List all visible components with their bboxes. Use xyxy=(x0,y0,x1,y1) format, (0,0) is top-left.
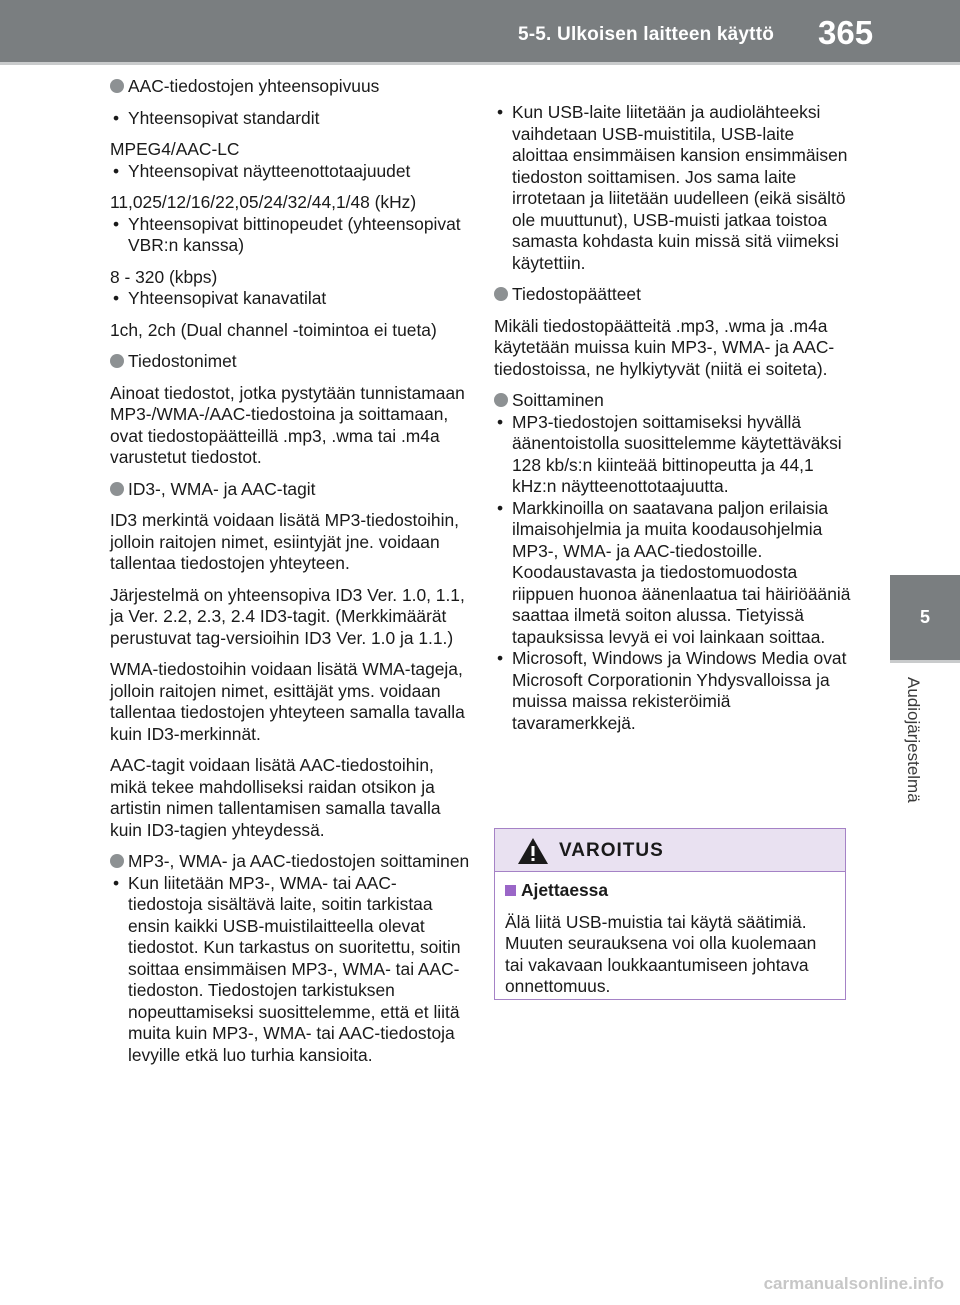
heading-file-names: Tiedostonimet xyxy=(110,351,470,373)
warning-box xyxy=(494,828,846,1000)
square-bullet-icon xyxy=(505,885,516,896)
heading-playback: Soittaminen xyxy=(494,390,854,412)
paragraph: Mikäli tiedostopäätteitä .mp3, .wma ja .m4a käytetään muissa kuin MP3-, WMA- ja AAC-tiedostoissa, ne hylkiytyvät (niitä ei soiteta). xyxy=(494,315,835,379)
warning-body xyxy=(495,872,845,998)
header-underline xyxy=(0,62,960,65)
list-item: • Yhteensopivat näytteenottotaajuudet xyxy=(110,161,470,183)
list-item: • Kun liitetään MP3-, WMA- tai AAC-tiedostoja sisältävä laite, soitin tarkistaa ensin kaikki USB-muistilaitteella olevat tiedostot. Kun tarkastus on suoritettu, soitin soittaa ensimmäisen MP3-, WMA- tai AAC-tiedoston. Tiedostojen tarkistuksen nopeuttamiseksi suosittelemme, että et liitä muita kuin MP3-, WMA- tai AAC-tiedostoja levyille etkä luo turhia kansioita. xyxy=(110,873,470,1067)
paragraph: AAC-tagit voidaan lisätä AAC-tiedostoihin, mikä tekee mahdolliseksi raidan otsikon ja artistin nimen tallentamisen samalla tavalla kuin ID3-tagien yhteydessä. xyxy=(110,755,441,840)
value-text: 11,025/12/16/22,05/24/32/44,1/48 (kHz) xyxy=(110,192,417,212)
bullet-dot-icon xyxy=(110,79,124,93)
warning-subheading: Ajettaessa xyxy=(505,880,835,902)
bullet-dot-icon xyxy=(110,354,124,368)
heading-tags: ID3-, WMA- ja AAC-tagit xyxy=(110,479,470,501)
chapter-label-text: Audiojärjestelmä xyxy=(904,677,923,803)
list-item: • Yhteensopivat bittinopeudet (yhteensopivat VBR:n kanssa) xyxy=(110,214,470,257)
paragraph: Ainoat tiedostot, jotka pystytään tunnistamaan MP3-/WMA-/AAC-tiedostoina ja soittamaan, ovat tiedostopäätteillä .mp3, .wma tai .m4a varustetut tiedostot. xyxy=(110,382,465,467)
warning-header xyxy=(495,829,845,872)
left-column xyxy=(110,76,470,1066)
list-item: • Yhteensopivat kanavatilat xyxy=(110,288,470,310)
watermark: carmanualsonline.info xyxy=(763,1274,944,1293)
bullet-dot-icon xyxy=(494,287,508,301)
warning-title: VAROITUS xyxy=(559,840,664,861)
list-item: • Microsoft, Windows ja Windows Media ovat Microsoft Corporationin Yhdysvalloissa ja muissa maissa rekisteröimiä tavaramerkkejä. xyxy=(494,648,854,734)
bullet-dot-icon xyxy=(110,854,124,868)
paragraph: Järjestelmä on yhteensopiva ID3 Ver. 1.0, 1.1, ja Ver. 2.2, 2.3, 2.4 ID3-tagit. (Merkkimäärät perustuvat tag-versioihin ID3 Ver. 1.0 ja 1.1.) xyxy=(110,584,465,648)
page-number: 365 xyxy=(818,14,874,51)
warning-triangle-icon xyxy=(517,837,549,865)
list-item: • MP3-tiedostojen soittamiseksi hyvällä äänentoistolla suosittelemme käytettäväksi 128 kb/s:n kiinteää bittinopeutta ja 44,1 kHz:n näytteenottotaajuutta. xyxy=(494,412,854,498)
chapter-number: 5 xyxy=(919,607,930,627)
value-text: 8 - 320 (kbps) xyxy=(110,266,218,287)
bullet-dot-icon xyxy=(494,393,508,407)
header-bar xyxy=(0,0,960,62)
section-title: 5-5. Ulkoisen laitteen käyttö xyxy=(518,24,775,45)
heading-playing: MP3-, WMA- ja AAC-tiedostojen soittaminen xyxy=(110,851,470,873)
list-item: • Markkinoilla on saatavana paljon erilaisia ilmaisohjelmia ja muita koodausohjelmia MP3-, WMA- ja AAC-tiedostoille. Koodaustavasta ja tiedostomuodosta riippuen huonoa äänenlaatua tai häiriöääniä saattaa ilmetä soiton alussa. Tietyissä tapauksissa levyä ei voi lainkaan soittaa. xyxy=(494,498,854,649)
right-column xyxy=(494,102,854,734)
heading-extensions: Tiedostopäätteet xyxy=(494,284,854,306)
chapter-tab-divider xyxy=(890,660,960,663)
warning-text: Älä liitä USB-muistia tai käytä säätimiä. Muuten seurauksena voi olla kuolemaan tai vakavaan loukkaantumiseen johtava onnettomuus. xyxy=(505,911,817,996)
list-item: • Yhteensopivat standardit xyxy=(110,108,470,130)
paragraph: WMA-tiedostoihin voidaan lisätä WMA-tageja, jolloin raitojen nimet, esittäjät yms. voidaan tallentaa tiedostojen yhteyteen samalla tavalla kuin ID3-merkinnät. xyxy=(110,659,465,744)
paragraph: ID3 merkintä voidaan lisätä MP3-tiedostoihin, jolloin raitojen nimet, esiintyjät jne. voidaan tallentaa tiedostojen yhteyteen. xyxy=(110,510,459,573)
bullet-dot-icon xyxy=(110,482,124,496)
value-text: 1ch, 2ch (Dual channel -toimintoa ei tueta) xyxy=(110,319,437,340)
value-text: MPEG4/AAC-LC xyxy=(110,139,240,159)
chapter-tab xyxy=(890,575,960,660)
chapter-label xyxy=(893,677,933,837)
list-item: • Kun USB-laite liitetään ja audiolähteeksi vaihdetaan USB-muistitila, USB-laite aloittaa ensimmäisen kansion ensimmäisen tiedoston soittamisen. Jos sama laite irrotetaan ja liitetään uudelleen (eikä sisältö ole muuttunut), USB-muisti jatkaa toistoa samasta kohdasta kuin missä sitä viimeksi käytettiin. xyxy=(494,102,854,274)
heading-aac-compat: AAC-tiedostojen yhteensopivuus xyxy=(110,76,470,98)
